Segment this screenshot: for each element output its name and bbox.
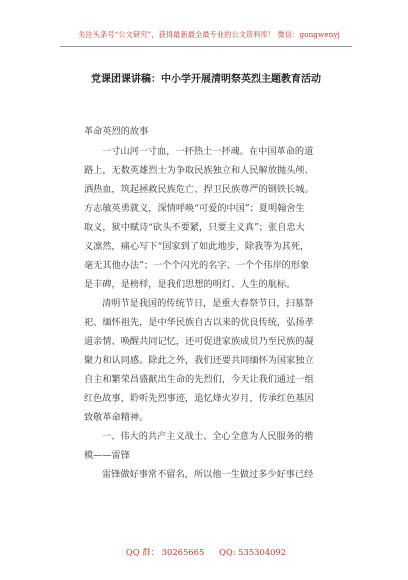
paragraph-line: 清明节是我国的传统节日，是重大春祭节日，扫墓祭: [102, 298, 314, 309]
paragraph-line: 道亲情、唤醒共同记忆，还可促进家族成员乃至民族的凝: [84, 336, 314, 347]
paragraph-4: [84, 465, 350, 484]
paragraph-line: 自主和繁荣昌盛献出生命的先烈们，今天让我们通过一组: [84, 374, 314, 385]
paragraph-line: 是丰碑，是榜样，是我们思想的明灯、人生的航标。: [84, 279, 296, 290]
paragraph-line: 毫无其他办法”；一个个闪光的名字、一个个伟岸的形象: [84, 260, 310, 271]
paragraph-line: 一、伟大的共产主义战士、全心全意为人民服务的楷: [102, 431, 314, 442]
paragraph-line: 聚力和认同感。除此之外，我们还要共同缅怀为国家独立: [84, 355, 314, 366]
paragraph-line: 路上，无数英雄烈士为争取民族独立和人民解放抛头颅、: [84, 165, 314, 176]
paragraph-line: 取义，狱中赋诗“砍头不要紧，只要主义真”；张自忠大: [84, 222, 305, 233]
paragraph-1: [84, 142, 350, 294]
paragraph-line: 雷锋做好事常不留名，所以他一生做过多少好事已经: [102, 469, 314, 480]
paragraph-2: [84, 294, 350, 427]
header-promo-text: 关注头条号“公文研究”，获得最新最全最专业的公文资料库！ 微信：gongwenyj: [78, 30, 340, 39]
paragraph-line: 洒热血，筑起拯救民族危亡、捍卫民族尊严的钢铁长城。: [84, 184, 314, 195]
footer-qq-group: QQ 群： 30265665: [125, 547, 205, 557]
page-title: 党课团课讲稿：中小学开展清明祭英烈主题教育活动: [91, 74, 321, 85]
paragraph-line: 方志敏英勇就义，深情呼唤“可爱的中国”；夏明翰舍生: [84, 203, 305, 214]
paragraph-line: 一寸山河一寸血，一抔热土一抔魂。在中国革命的道: [102, 146, 314, 157]
section-heading: 革命英烈的故事: [84, 126, 149, 137]
paragraph-line: 义凛然，痛心写下“国家到了如此地步，除我等为其死，: [84, 241, 310, 252]
paragraph-line: 祀、缅怀祖先，是中华民族自古以来的优良传统，弘扬孝: [84, 317, 314, 328]
header-divider: [60, 46, 352, 47]
paragraph-line: 红色故事，聆听先烈事迹，追忆烽火岁月，传承红色基因: [84, 393, 314, 404]
paragraph-3: [84, 427, 350, 465]
document-body: [84, 142, 350, 484]
footer-qq-number: QQ: 535304092: [218, 547, 287, 557]
paragraph-line: 致敬革命精神。: [84, 412, 149, 423]
paragraph-line: 模——雷锋: [84, 450, 130, 461]
footer-contact: [60, 546, 352, 558]
